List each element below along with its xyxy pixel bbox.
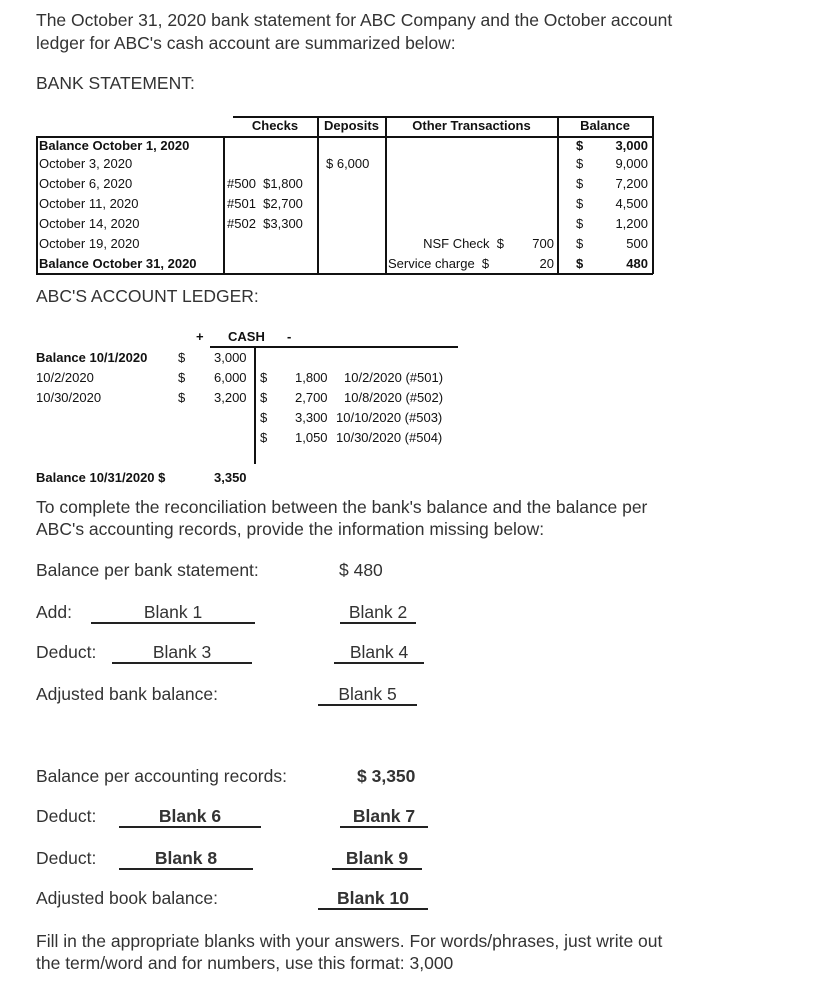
blank-10[interactable]: Blank 10 bbox=[337, 888, 409, 908]
blank-2[interactable]: Blank 2 bbox=[348, 602, 408, 622]
ledger-heading: ABC'S ACCOUNT LEDGER: bbox=[36, 286, 259, 306]
blank-1[interactable]: Blank 1 bbox=[143, 602, 203, 622]
intro-line-2: ledger for ABC's cash account are summarized below: bbox=[36, 33, 456, 53]
blank-4[interactable]: Blank 4 bbox=[349, 642, 409, 662]
ledger-ending-value: 3,350 bbox=[214, 470, 247, 485]
deduct-label-bank: Deduct: bbox=[36, 642, 97, 662]
t-account-title: CASH bbox=[228, 329, 265, 344]
col-deposits: Deposits bbox=[324, 118, 379, 133]
add-label: Add: bbox=[36, 602, 72, 622]
col-other-transactions: Other Transactions bbox=[412, 118, 531, 133]
deduct-label-book-1: Deduct: bbox=[36, 806, 97, 826]
footer-line-1: Fill in the appropriate blanks with your answers. For words/phrases, just write out bbox=[36, 931, 663, 951]
instructions-line-2: ABC's accounting records, provide the information missing below: bbox=[36, 519, 545, 539]
blank-8[interactable]: Blank 8 bbox=[154, 848, 218, 868]
plus-sign: + bbox=[196, 329, 204, 344]
blank-5[interactable]: Blank 5 bbox=[338, 684, 397, 704]
book-balance-label: Balance per accounting records: bbox=[36, 766, 287, 786]
col-checks: Checks bbox=[251, 118, 299, 133]
blank-6[interactable]: Blank 6 bbox=[158, 806, 222, 826]
bank-balance-value: $ 480 bbox=[339, 560, 383, 580]
col-balance: Balance bbox=[580, 118, 630, 133]
bank-balance-label: Balance per bank statement: bbox=[36, 560, 259, 580]
adjusted-bank-label: Adjusted bank balance: bbox=[36, 684, 218, 704]
blank-7[interactable]: Blank 7 bbox=[352, 806, 416, 826]
footer-line-2: the term/word and for numbers, use this format: 3,000 bbox=[36, 953, 454, 973]
instructions-line-1: To complete the reconciliation between the bank's balance and the balance per bbox=[36, 497, 648, 517]
intro-line-1: The October 31, 2020 bank statement for ABC Company and the October account bbox=[36, 10, 673, 30]
blank-3[interactable]: Blank 3 bbox=[152, 642, 212, 662]
minus-sign: - bbox=[287, 329, 292, 344]
blank-9[interactable]: Blank 9 bbox=[345, 848, 409, 868]
adjusted-book-label: Adjusted book balance: bbox=[36, 888, 218, 908]
ledger-ending-label: Balance 10/31/2020 $ bbox=[36, 470, 166, 485]
deduct-label-book-2: Deduct: bbox=[36, 848, 97, 868]
book-balance-value: $ 3,350 bbox=[357, 766, 416, 786]
bank-statement-heading: BANK STATEMENT: bbox=[36, 73, 195, 93]
